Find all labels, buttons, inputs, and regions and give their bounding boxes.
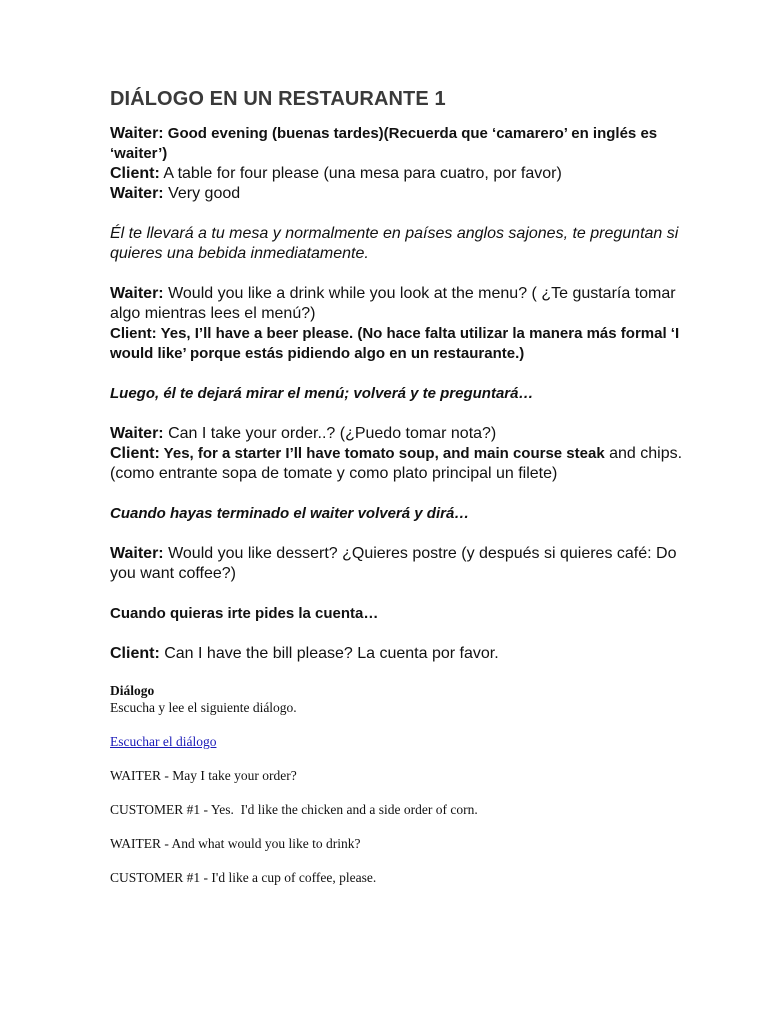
dialogue-text: Would you like a drink while you look at the menu? ( ¿Te gustaría tomar algo mientras lees el menú?) bbox=[110, 285, 676, 322]
dialogue-block-bill bbox=[110, 644, 690, 664]
section-intro: Escucha y lee el siguiente diálogo. bbox=[110, 700, 297, 715]
narration-note: Cuando quieras irte pides la cuenta… bbox=[110, 605, 379, 622]
script-line: CUSTOMER #1 - Yes. I'd like the chicken and a side order of corn. bbox=[110, 802, 478, 817]
script-line: WAITER - May I take your order? bbox=[110, 768, 297, 783]
dialogue-block-drink bbox=[110, 284, 690, 364]
dialogue-line bbox=[110, 424, 690, 444]
dialogue-text: and chips. (como entrante sopa de tomate y como plato principal un filete) bbox=[110, 445, 683, 482]
speaker-label: Waiter: bbox=[110, 545, 164, 562]
dialogue-line bbox=[110, 644, 690, 664]
dialogue-line bbox=[110, 124, 690, 164]
dialogue-text: Would you like dessert? ¿Quieres postre (y después si quieres café: Do you want coffee?) bbox=[110, 545, 677, 582]
dialogue-line bbox=[110, 284, 690, 324]
dialogue-line bbox=[110, 544, 690, 584]
dialogue-text: Yes, I’ll have a beer please. (No hace falta utilizar la manera más formal ‘I would like’ porque estás pidiendo algo en un restaurante.) bbox=[110, 325, 680, 362]
speaker-label: Waiter: bbox=[110, 185, 164, 202]
dialogue-text: Can I have the bill please? La cuenta por favor. bbox=[159, 645, 499, 662]
dialogue-text: Good evening (buenas tardes)(Recuerda que ‘camarero’ en inglés es ‘waiter’) bbox=[110, 125, 658, 162]
document-page bbox=[110, 86, 690, 886]
listen-dialogue-link[interactable]: Escuchar el diálogo bbox=[110, 734, 217, 749]
dialogue-line bbox=[110, 184, 690, 204]
speaker-label: Client: bbox=[110, 445, 160, 462]
script-line: WAITER - And what would you like to drink? bbox=[110, 836, 361, 851]
narration-note: Cuando hayas terminado el waiter volverá y dirá… bbox=[110, 505, 470, 522]
dialogue-block-dessert bbox=[110, 544, 690, 584]
narration-note: Él te llevará a tu mesa y normalmente en países anglos sajones, te preguntan si quieres una bebida inmediatamente. bbox=[110, 225, 679, 262]
dialogue-text: A table for four please (una mesa para cuatro, por favor) bbox=[159, 165, 562, 182]
narration-note: Luego, él te dejará mirar el menú; volverá y te preguntará… bbox=[110, 385, 534, 402]
dialogue-text: Can I take your order..? (¿Puedo tomar nota?) bbox=[163, 425, 497, 442]
script-line: CUSTOMER #1 - I'd like a cup of coffee, please. bbox=[110, 870, 377, 885]
speaker-label: Client: bbox=[110, 325, 157, 342]
dialogue-line bbox=[110, 164, 690, 184]
speaker-label: Waiter: bbox=[110, 285, 164, 302]
speaker-label: Client: bbox=[110, 645, 160, 662]
dialogue-line bbox=[110, 444, 690, 484]
dialogue-section bbox=[110, 682, 690, 886]
section-heading: Diálogo bbox=[110, 683, 155, 698]
dialogue-block-order bbox=[110, 424, 690, 484]
speaker-label: Waiter: bbox=[110, 425, 164, 442]
dialogue-text: Yes, for a starter I’ll have tomato soup, and main course steak bbox=[159, 445, 605, 462]
speaker-label: Waiter: bbox=[110, 125, 164, 142]
dialogue-line bbox=[110, 324, 690, 364]
speaker-label: Client: bbox=[110, 165, 160, 182]
dialogue-text: Very good bbox=[163, 185, 241, 202]
dialogue-block-greeting bbox=[110, 124, 690, 204]
page-title: DIÁLOGO EN UN RESTAURANTE 1 bbox=[110, 88, 446, 110]
